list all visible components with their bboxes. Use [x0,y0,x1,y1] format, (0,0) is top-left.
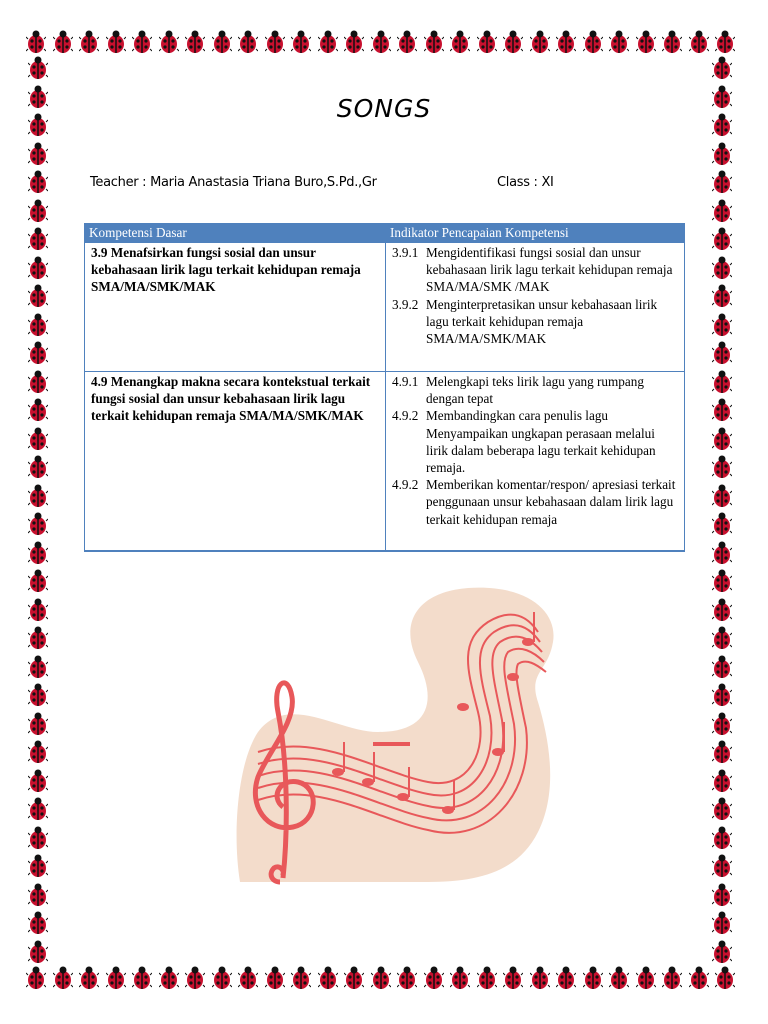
ladybug-border-right [712,56,738,972]
teacher-label: Teacher : Maria Anastasia Triana Buro,S.Pd.,Gr [90,175,377,190]
table-header-row [85,224,685,243]
ladybug-icon [318,966,338,990]
ladybug-icon [503,30,523,54]
indicator-text: Membandingkan cara penulis lagu Menyampaikan ungkapan perasaan melalui lirik dalam beberapa lagu terkait kehidupan remaja. [426,408,656,476]
ladybug-icon [712,484,732,508]
ladybug-icon [712,284,732,308]
indicator-number: 3.9.2 [392,296,419,312]
ladybug-icon [291,966,311,990]
ladybug-icon [477,30,497,54]
indicator-text: Memberikan komentar/respon/ apresiasi terkait penggunaan unsur kebahasaan dalam lirik lagu terkait kehidupan remaja [426,477,676,527]
indicator-text: Menginterpretasikan unsur kebahasaan lirik lagu terkait kehidupan remaja SMA/MA/SMK/MAK [426,296,658,347]
ladybug-icon [712,256,732,280]
ladybug-icon [132,30,152,54]
ladybug-border-bottom [26,966,742,992]
indicator-item [392,296,680,348]
document-title: SONGS [336,94,432,123]
ladybug-icon [28,940,48,964]
ladybug-icon [212,30,232,54]
ladybug-icon [28,883,48,907]
ladybug-icon [28,740,48,764]
ladybug-icon [712,712,732,736]
ladybug-border-left [28,56,54,972]
ladybug-icon [28,284,48,308]
ladybug-icon [712,626,732,650]
indicator-item [392,373,680,407]
ladybug-icon [662,966,682,990]
ladybug-icon [238,966,258,990]
ladybug-icon [662,30,682,54]
ladybug-icon [636,30,656,54]
ladybug-icon [265,30,285,54]
ladybug-icon [397,966,417,990]
ladybug-icon [28,683,48,707]
ladybug-icon [712,655,732,679]
ladybug-icon [712,569,732,593]
ladybug-icon [28,427,48,451]
ladybug-icon [28,484,48,508]
ladybug-icon [712,797,732,821]
ladybug-icon [712,883,732,907]
ladybug-icon [344,30,364,54]
ladybug-icon [712,227,732,251]
ladybug-icon [159,966,179,990]
ladybug-icon [28,769,48,793]
indicator-number: 4.9.2 [392,477,419,493]
ladybug-icon [238,30,258,54]
ladybug-icon [53,30,73,54]
ladybug-icon [28,854,48,878]
music-staff-illustration [228,582,568,892]
ladybug-icon [530,30,550,54]
ladybug-icon [712,341,732,365]
ladybug-icon [28,227,48,251]
ladybug-icon [715,30,735,54]
ladybug-icon [28,199,48,223]
ladybug-icon [712,313,732,337]
ladybug-icon [79,30,99,54]
ladybug-icon [424,966,444,990]
ladybug-icon [28,826,48,850]
ladybug-icon [344,966,364,990]
class-label: Class : XI [497,175,554,190]
ladybug-icon [712,199,732,223]
ladybug-icon [28,569,48,593]
indicator-text: Melengkapi teks lirik lagu yang rumpang dengan tepat [426,374,644,407]
ladybug-icon [28,256,48,280]
ladybug-icon [79,966,99,990]
ladybug-icon [28,541,48,565]
ladybug-icon [53,966,73,990]
ladybug-icon [28,341,48,365]
ladybug-icon [397,30,417,54]
ladybug-icon [477,966,497,990]
table-row [85,243,685,372]
indicator-number: 4.9.2 [392,408,419,424]
ladybug-icon [609,966,629,990]
ladybug-icon [28,56,48,80]
ladybug-icon [371,966,391,990]
ladybug-icon [212,966,232,990]
header-indikator: Indikator Pencapaian Kompetensi [386,224,685,243]
kd-text: 3.9 Menafsirkan fungsi sosial dan unsur kebahasaan lirik lagu terkait kehidupan remaja SMA/MA/SMK/MAK [91,245,361,295]
ladybug-icon [712,740,732,764]
ladybug-icon [291,30,311,54]
ladybug-icon [28,655,48,679]
ladybug-icon [609,30,629,54]
competency-table [84,223,685,552]
ladybug-icon [159,30,179,54]
ladybug-icon [556,30,576,54]
ladybug-icon [28,398,48,422]
ladybug-icon [28,598,48,622]
kd-text: 4.9 Menangkap makna secara kontekstual terkait fungsi sosial dan unsur kebahasaan lirik lagu terkait kehidupan remaja SMA/MA/SMK/MAK [91,374,371,424]
ladybug-icon [689,30,709,54]
ladybug-icon [636,966,656,990]
ladybug-icon [712,56,732,80]
ladybug-icon [712,769,732,793]
indicator-number: 4.9.1 [392,374,419,389]
ladybug-icon [28,797,48,821]
ladybug-icon [185,966,205,990]
ladybug-icon [318,30,338,54]
ladybug-icon [106,30,126,54]
ladybug-icon [712,541,732,565]
ladybug-icon [450,966,470,990]
ladybug-icon [712,826,732,850]
ladybug-icon [583,30,603,54]
ladybug-icon [712,512,732,536]
ladybug-icon [28,626,48,650]
ladybug-icon [106,966,126,990]
ladybug-icon [712,911,732,935]
ladybug-icon [28,911,48,935]
ladybug-icon [265,966,285,990]
ladybug-icon [28,455,48,479]
ladybug-icon [503,966,523,990]
ladybug-icon [712,598,732,622]
table-row [85,372,685,552]
ladybug-icon [712,398,732,422]
ladybug-icon [712,142,732,166]
ladybug-icon [28,512,48,536]
ladybug-icon [712,370,732,394]
ladybug-icon [530,966,550,990]
ladybug-icon [28,170,48,194]
ladybug-border-top [26,30,742,56]
indicator-item [392,244,680,296]
indicator-number: 3.9.1 [392,245,419,260]
ladybug-icon [28,313,48,337]
ladybug-icon [28,712,48,736]
ladybug-icon [712,683,732,707]
ladybug-icon [28,142,48,166]
ladybug-icon [712,940,732,964]
ladybug-icon [371,30,391,54]
ladybug-icon [185,30,205,54]
ladybug-icon [28,370,48,394]
indicator-item [392,476,680,528]
ladybug-icon [556,966,576,990]
ladybug-icon [712,854,732,878]
indicator-text: Mengidentifikasi fungsi sosial dan unsur kebahasaan lirik lagu terkait kehidupan remaja SMA/MA/SMK /MAK [426,245,673,295]
ladybug-icon [712,455,732,479]
ladybug-icon [424,30,444,54]
ladybug-icon [712,170,732,194]
ladybug-icon [583,966,603,990]
ladybug-icon [712,427,732,451]
header-kompetensi-dasar: Kompetensi Dasar [85,224,386,243]
indicator-item [392,407,680,476]
ladybug-icon [689,966,709,990]
ladybug-icon [132,966,152,990]
ladybug-icon [26,30,46,54]
ladybug-icon [450,30,470,54]
